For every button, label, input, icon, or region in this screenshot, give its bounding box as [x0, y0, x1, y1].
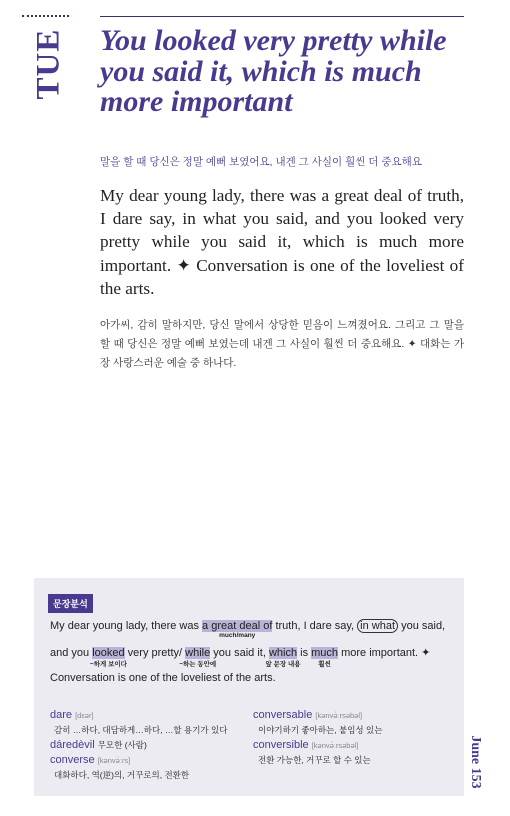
vocab-pron: [dɛər]: [75, 711, 94, 720]
highlight-while: [179, 647, 217, 668]
page-number-text: June 153: [468, 735, 483, 789]
vocab-word: converse: [50, 754, 95, 766]
text-segment: you said,: [398, 620, 446, 632]
highlight-much: [311, 647, 339, 668]
vocab-conversable: [253, 709, 362, 721]
vocab-def: 대화하다, 역(逆)의, 거꾸로의, 전환한: [54, 770, 190, 780]
vocab-dare: [50, 709, 94, 721]
text-segment: truth, I dare say,: [272, 620, 358, 632]
vocab-def: 무모한 (사람): [97, 740, 147, 750]
title-translation: 말을 할 때 당신은 정말 예뻐 보였어요, 내겐 그 사실이 훨씬 더 중요해요: [100, 156, 422, 168]
day-text: TUE: [30, 28, 67, 100]
analysis-line-2: [50, 646, 455, 668]
vocab-def: 전환 가능한, 거꾸로 할 수 있는: [258, 755, 371, 765]
highlight-which: [265, 647, 301, 668]
vocab-word: dare: [50, 709, 73, 721]
vocab-daredevil: [50, 739, 147, 751]
grammar-note: 앞 문장 내용: [265, 661, 301, 668]
vocab-word: conversible: [253, 739, 309, 751]
vocab-def: 이야기하기 좋아하는, 붙임성 있는: [258, 725, 383, 735]
grammar-note: much/many: [219, 632, 256, 639]
analysis-badge: 문장분석: [48, 594, 93, 613]
highlight-text: a great deal of: [202, 620, 273, 632]
text-segment: more important. ✦: [338, 647, 431, 659]
page-number: [462, 732, 488, 800]
text-segment: My dear young lady, there was: [50, 620, 203, 632]
quote-translation: 아가씨, 감히 말하지만, 당신 말에서 상당한 믿음이 느껴졌어요. 그리고 그 말을 할 때 당신은 정말 예뻐 보였는데 내겐 그 사실이 훨씬 더 중요해요. ✦ 대화는 가장 사랑스러운 예술 중 하나다.: [100, 319, 464, 369]
circled-in-what: in what: [357, 619, 398, 633]
highlight-text: looked: [92, 647, 125, 659]
highlight-looked: [89, 647, 127, 668]
vocab-pron: [kənvə́ːrsəbəl]: [315, 711, 363, 720]
quote-text: My dear young lady, there was a great deal of truth, I dare say, in what you said, and you looked very pretty while you said it, which is much more important. ✦ Conversation is one of the loveliest of the arts.: [100, 186, 464, 298]
page-title: You looked very pretty while you said it, which is much more important: [100, 24, 447, 118]
vocab-pron: [kənvə́ːrsəbəl]: [311, 741, 359, 750]
text-segment: very pretty/: [124, 647, 186, 659]
vocab-converse: [50, 754, 130, 766]
highlight-text: much: [311, 647, 339, 659]
vocab-def: 감히 …하다, 대담하게…하다, …할 용기가 있다: [54, 725, 228, 735]
text-segment: and you: [50, 647, 93, 659]
vocab-word: dáredèvil: [50, 739, 95, 751]
grammar-note: ~하는 동안에: [179, 661, 217, 668]
grammar-note: 훨씬: [318, 661, 331, 668]
highlight-text: which: [268, 647, 298, 659]
vocab-pron: [kənvə́ːrs]: [97, 756, 131, 765]
day-label: [28, 26, 67, 100]
grammar-note: ~하게 보이다: [89, 661, 127, 668]
vocab-conversible: [253, 739, 358, 751]
dotted-rule: [22, 15, 69, 17]
highlight-great-deal: [202, 620, 273, 639]
analysis-line-1: [50, 620, 455, 639]
title-rule: [100, 16, 464, 17]
analysis-line-3: Conversation is one of the loveliest of the arts.: [50, 672, 276, 684]
highlight-text: while: [185, 647, 211, 659]
vocab-word: conversable: [253, 709, 313, 721]
text-segment: is: [297, 647, 312, 659]
text-segment: you said it,: [210, 647, 269, 659]
